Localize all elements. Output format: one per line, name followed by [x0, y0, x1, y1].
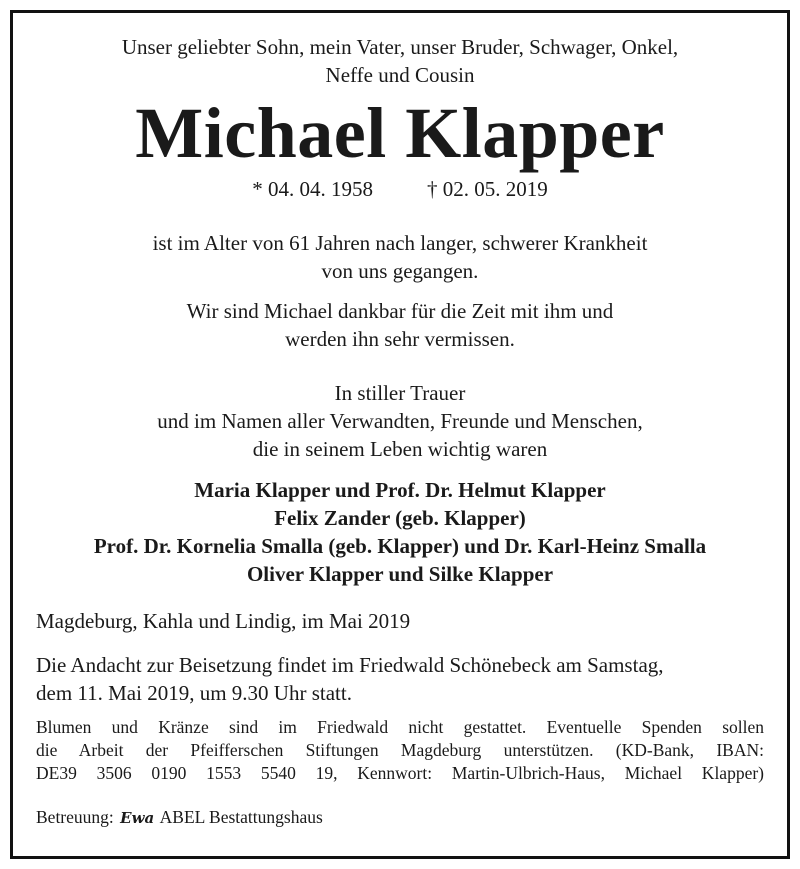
- text-line-3: Wir sind Michael dankbar für die Zeit mit ihm und: [186, 299, 614, 323]
- text-line-1: ist im Alter von 61 Jahren nach langer, schwerer Krankheit: [152, 231, 648, 255]
- mourner-name: Oliver Klapper und Silke Klapper: [246, 562, 554, 586]
- mourning-line-3: die in seinem Leben wichtig waren: [252, 437, 548, 461]
- intro-line-2: Neffe und Cousin: [325, 63, 475, 87]
- note-line-2: die Arbeit der Pfeifferschen Stiftungen Magdeburg unterstützen. (KD-Bank, IBAN:: [36, 740, 764, 760]
- mourner-name: Prof. Dr. Kornelia Smalla (geb. Klapper) und Dr. Karl-Heinz Smalla: [93, 534, 707, 558]
- funeral-home-credit: [36, 806, 764, 830]
- intro-line-1: Unser geliebter Sohn, mein Vater, unser Bruder, Schwager, Onkel,: [121, 35, 679, 59]
- mourner-name: Maria Klapper und Prof. Dr. Helmut Klapper: [194, 478, 606, 502]
- mourning-line-1: In stiller Trauer: [334, 381, 466, 405]
- note-line-3: DE39 3506 0190 1553 5540 19, Kennwort: Martin-Ulbrich-Haus, Michael Klapper): [36, 763, 764, 783]
- place-date: Magdeburg, Kahla und Lindig, im Mai 2019: [36, 609, 411, 633]
- text-line-2: von uns gegangen.: [321, 259, 479, 283]
- text-line-4: werden ihn sehr vermissen.: [285, 327, 515, 351]
- note-line-1: Blumen und Kränze sind im Friedwald nicht gestattet. Eventuelle Spenden sollen: [36, 717, 764, 737]
- ceremony-line-2: dem 11. Mai 2019, um 9.30 Uhr statt.: [36, 681, 352, 705]
- ewa-logo-script: Ewa: [120, 809, 155, 827]
- ceremony-line-1: Die Andacht zur Beisetzung findet im Friedwald Schönebeck am Samstag,: [36, 653, 664, 677]
- mourning-line-2: und im Namen aller Verwandten, Freunde und Menschen,: [157, 409, 643, 433]
- funeral-home-name: ABEL Bestattungshaus: [159, 807, 323, 827]
- birth-date: * 04. 04. 1958: [252, 177, 373, 201]
- care-label: Betreuung:: [36, 807, 114, 827]
- mourner-name: Felix Zander (geb. Klapper): [274, 506, 526, 530]
- life-dates: [0, 175, 800, 203]
- deceased-name: Michael Klapper: [135, 93, 665, 173]
- death-date: † 02. 05. 2019: [427, 177, 548, 201]
